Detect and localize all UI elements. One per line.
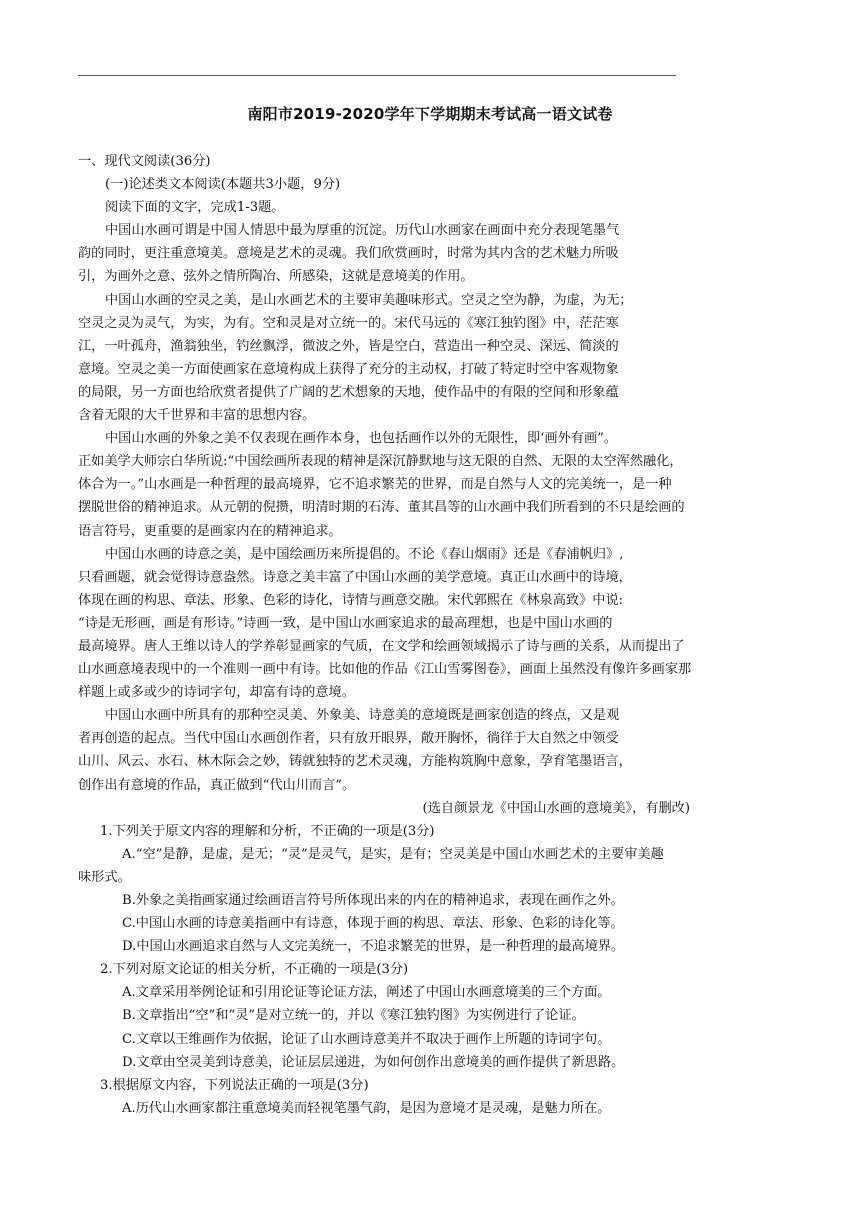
passage-line: 的局限，另一方面也给欣赏者提供了广阔的艺术想象的天地，使作品中的有限的空间和形象蕴 [78,384,619,400]
passage-line: 含着无限的大千世界和丰富的思想内容。 [78,408,316,424]
passage-line: 只看画题，就会觉得诗意盎然。诗意之美丰富了中国山水画的美学意境。真正山水画中的诗境， [78,569,632,585]
page-title: 南阳市2019-2020学年下学期期末考试高一语文试卷 [247,105,613,123]
passage-line: 正如美学大师宗白华所说:“中国绘画所表现的精神是深沉静默地与这无限的自然、无限的太空浑然融化， [78,454,683,470]
subsection-heading: (一)论述类文本阅读(本题共3小题，9分) [105,177,341,193]
question-option: B.文章指出“空”和“灵”是对立统一的，并以《寒江独钓图》为实例进行了论证。 [122,1008,585,1024]
question-option: B.外象之美指画家通过绘画语言符号所体现出来的内在的精神追求，表现在画作之外。 [122,893,624,908]
exam-content [78,150,782,1120]
passage-line: 中国山水画的空灵之美，是山水画艺术的主要审美趣味形式。空灵之空为静，为虚，为无； [105,292,633,308]
header-rule [78,75,676,76]
reading-instruction: 阅读下面的文字，完成1-3题。 [105,200,285,216]
passage-line: 样题上或多或少的诗词字句，却富有诗的意境。 [78,685,355,701]
passage-line: 体合为一。”山水画是一种哲理的最高境界，它不追求繁芜的世界，而是自然与人文的完美统一，是一种 [78,477,672,493]
passage-line: “诗是无形画，画是有形诗。”诗画一致，是中国山水画家追求的最高理想，也是中国山水画的 [78,615,613,631]
passage-line: 山川、风云、水石、林木际会之妙，铸就独特的艺术灵魂，方能构筑胸中意象，孕育笔墨语言， [78,754,632,770]
question-option: D.文章由空灵美到诗意美，论证层层递进，为如何创作出意境美的画作提供了新思路。 [122,1054,625,1070]
section-heading: 一、现代文阅读(36分) [78,154,211,169]
question-option: A.文章采用举例论证和引用论证等论证方法，阐述了中国山水画意境美的三个方面。 [122,985,611,1001]
question-stem: 3.根据原文内容，下列说法正确的一项是(3分) [100,1077,369,1093]
passage-line: 创作出有意境的作品，真正做到“代山川而言”。 [78,777,356,793]
passage-line: 韵的同时，更注重意境美。意境是艺术的灵魂。我们欣赏画时，时常为其内含的艺术魅力所吸 [78,246,619,262]
passage-line: 空灵之灵为灵气，为实，为有。空和灵是对立统一的。宋代马远的《寒江独钓图》中，茫茫寒 [78,315,619,331]
passage-line: 体现在画的构思、章法、形象、色彩的诗化，诗情与画意交融。宋代郭熙在《林泉高致》中说: [78,592,624,608]
question-option: 味形式。 [78,869,131,885]
passage-line: 中国山水画可谓是中国人情思中最为厚重的沉淀。历代山水画家在画面中充分表现笔墨气 [105,223,620,239]
passage-line: 中国山水画的诗意之美，是中国绘画历来所提倡的。不论《春山烟雨》还是《春浦帆归》, [105,546,624,562]
question-option: A.“空”是静，是虚，是无；“灵”是灵气，是实，是有；空灵美是中国山水画艺术的主要审美趣 [122,846,664,862]
passage-line: 引，为画外之意、弦外之情所陶冶、所感染，这就是意境美的作用。 [78,269,474,285]
question-stem: 2.下列对原文论证的相关分析，不正确的一项是(3分) [100,962,409,978]
passage-line: 江，一叶孤舟，渔翁独坐，钓丝飘浮，微波之外，皆是空白，营造出一种空灵、深远、简淡的 [78,338,619,354]
passage-line: 语言符号，更重要的是画家内在的精神追求。 [78,523,342,539]
passage-line: 者再创造的起点。当代中国山水画创作者，只有放开眼界，敞开胸怀，徜徉于大自然之中领受 [78,731,619,747]
passage-line: 中国山水画的外象之美不仅表现在画作本身，也包括画作以外的无限性，即‘画外有画”。 [105,431,618,447]
passage-line: 最高境界。唐人王维以诗人的学养彰显画家的气质，在文学和绘画领域揭示了诗与画的关系，从而提出了 [78,638,685,654]
passage-line: 中国山水画中所具有的那种空灵美、外象美、诗意美的意境既是画家创造的终点，又是观 [105,708,620,724]
passage-line: 意境。空灵之美一方面使画家在意境构成上获得了充分的主动权，打破了特定时空中客观物象 [78,361,619,377]
question-option: C.文章以王维画作为依据，论证了山水画诗意美并不取决于画作上所题的诗词字句。 [122,1031,611,1047]
question-stem: 1.下列关于原文内容的理解和分析，不正确的一项是(3分) [100,823,435,839]
passage-line: 摆脱世俗的精神追求。从元朝的倪攒，明清时期的石涛、董其昌等的山水画中我们所看到的不只是绘画的 [78,500,685,516]
passage-line: 山水画意境表现中的一个准则一画中有诗。比如他的作品《江山雪雾图卷》，画面上虽然没有像许多画家那 [78,662,692,678]
question-option: D.中国山水画追求自然与人文完美统一，不追求繁芜的世界，是一种哲理的最高境界。 [122,939,625,955]
passage-source: (选自颜景龙《中国山水画的意境美》，有删改) [422,800,690,816]
question-option: C.中国山水画的诗意美指画中有诗意，体现于画的构思、章法、形象、色彩的诗化等。 [122,916,624,932]
question-option: A.历代山水画家都注重意境美而轻视笔墨气韵，是因为意境才是灵魂，是魅力所在。 [122,1100,611,1116]
